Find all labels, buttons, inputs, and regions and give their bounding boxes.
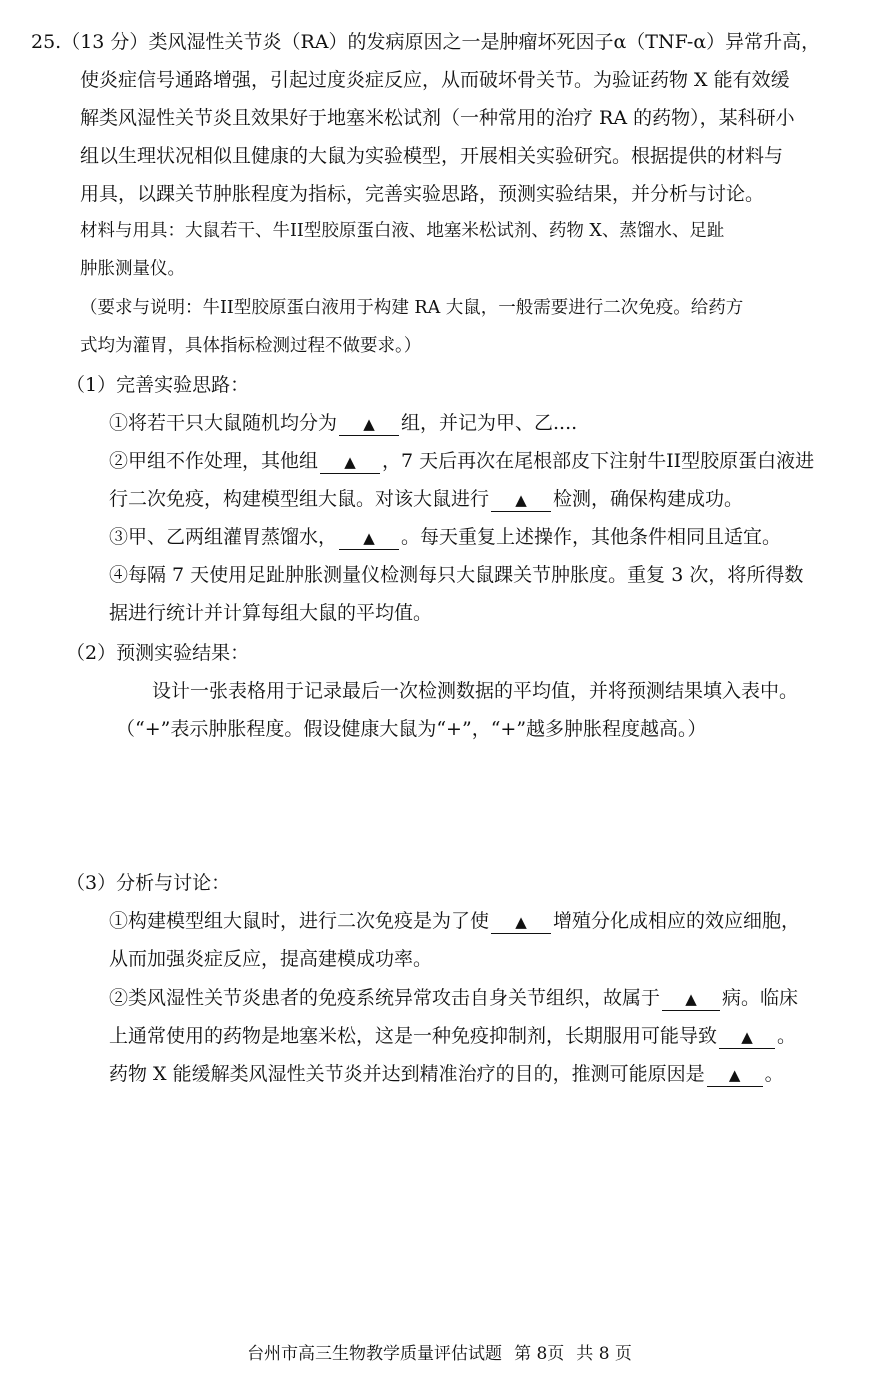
answer-blank[interactable] bbox=[320, 450, 380, 474]
question-stem-line-2: 使炎症信号通路增强，引起过度炎症反应，从而破坏骨关节。为验证药物 X 能有效缓 bbox=[80, 69, 790, 91]
part1-step-2-line-2: 行二次免疫，构建模型组大鼠。对该大鼠进行 ▲ 检测，确保构建成功。 bbox=[109, 488, 744, 510]
question-stem-line-5: 用具，以踝关节肿胀程度为指标，完善实验思路，预测实验结果，并分析与讨论。 bbox=[80, 183, 765, 205]
triangle-icon: ▲ bbox=[685, 990, 697, 1008]
triangle-icon: ▲ bbox=[515, 491, 527, 509]
triangle-icon: ▲ bbox=[344, 453, 356, 471]
materials-line-1: 材料与用具：大鼠若干、牛II型胶原蛋白液、地塞米松试剂、药物 X、蒸馏水、足趾 bbox=[80, 221, 725, 241]
question-stem-line-3: 解类风湿性关节炎且效果好于地塞米松试剂（一种常用的治疗 RA 的药物），某科研小 bbox=[80, 107, 795, 129]
part2-heading: （2）预测实验结果： bbox=[66, 642, 250, 664]
part3-heading: （3）分析与讨论： bbox=[66, 872, 231, 894]
part1-step-1: ①将若干只大鼠随机均分为 ▲ 组，并记为甲、乙.... bbox=[109, 412, 578, 434]
question-number: 25. bbox=[31, 31, 62, 53]
part3-q1-line-2: 从而加强炎症反应，提高建模成功率。 bbox=[109, 948, 433, 970]
part1-step-4-line-1: ④每隔 7 天使用足趾肿胀测量仪检测每只大鼠踝关节肿胀度。重复 3 次，将所得数 bbox=[109, 564, 804, 586]
triangle-icon: ▲ bbox=[515, 913, 527, 931]
part3-q2-line-1: ②类风湿性关节炎患者的免疫系统异常攻击自身关节组织，故属于 ▲ 病。临床 bbox=[109, 987, 799, 1009]
part3-q2-line-2: 上通常使用的药物是地塞米松，这是一种免疫抑制剂，长期服用可能导致 ▲ 。 bbox=[109, 1025, 797, 1047]
question-stem-line-1: 25.（13 分）类风湿性关节炎（RA）的发病原因之一是肿瘤坏死因子α（TNF-α）异常升高， bbox=[31, 31, 821, 53]
answer-blank[interactable] bbox=[662, 987, 720, 1011]
answer-blank[interactable] bbox=[491, 488, 551, 512]
triangle-icon: ▲ bbox=[363, 415, 375, 433]
part3-q1-line-1: ①构建模型组大鼠时，进行二次免疫是为了使 ▲ 增殖分化成相应的效应细胞， bbox=[109, 910, 801, 932]
footer-title: 台州市高三生物教学质量评估试题 bbox=[247, 1344, 503, 1364]
answer-blank[interactable] bbox=[339, 526, 399, 550]
part1-step-4-line-2: 据进行统计并计算每组大鼠的平均值。 bbox=[109, 602, 433, 624]
footer-page-total: 共 8 页 bbox=[576, 1344, 632, 1364]
footer-page-number: 第 8页 bbox=[514, 1344, 565, 1364]
part1-step-3: ③甲、乙两组灌胃蒸馏水， ▲ 。每天重复上述操作，其他条件相同且适宜。 bbox=[109, 526, 782, 548]
page-footer bbox=[0, 1339, 879, 1364]
answer-blank[interactable] bbox=[339, 412, 399, 436]
triangle-icon: ▲ bbox=[728, 1066, 741, 1084]
part1-step-2-line-1: ②甲组不作处理，其他组 ▲ ，7 天后再次在尾根部皮下注射牛II型胶原蛋白液进 bbox=[109, 450, 815, 472]
triangle-icon: ▲ bbox=[741, 1028, 753, 1046]
question-stem-line-4: 组以生理状况相似且健康的大鼠为实验模型，开展相关实验研究。根据提供的材料与 bbox=[80, 145, 784, 167]
answer-blank[interactable] bbox=[491, 910, 551, 934]
question-score: （13 分） bbox=[61, 31, 149, 53]
answer-blank[interactable] bbox=[719, 1025, 775, 1049]
part2-note: （“+”表示肿胀程度。假设健康大鼠为“+”，“+”越多肿胀程度越高。） bbox=[116, 718, 707, 740]
notes-line-2: 式均为灌胃，具体指标检测过程不做要求。） bbox=[80, 336, 422, 356]
notes-line-1: （要求与说明：牛II型胶原蛋白液用于构建 RA 大鼠，一般需要进行二次免疫。给药方 bbox=[80, 298, 744, 318]
triangle-icon: ▲ bbox=[363, 529, 375, 547]
part3-q2-line-3: 药物 X 能缓解类风湿性关节炎并达到精准治疗的目的，推测可能原因是 ▲ 。 bbox=[109, 1063, 784, 1085]
part1-heading: （1）完善实验思路： bbox=[66, 374, 250, 396]
answer-blank[interactable] bbox=[707, 1063, 763, 1087]
materials-line-2: 肿胀测量仪。 bbox=[80, 259, 185, 279]
part2-instruction: 设计一张表格用于记录最后一次检测数据的平均值，并将预测结果填入表中。 bbox=[152, 680, 799, 702]
